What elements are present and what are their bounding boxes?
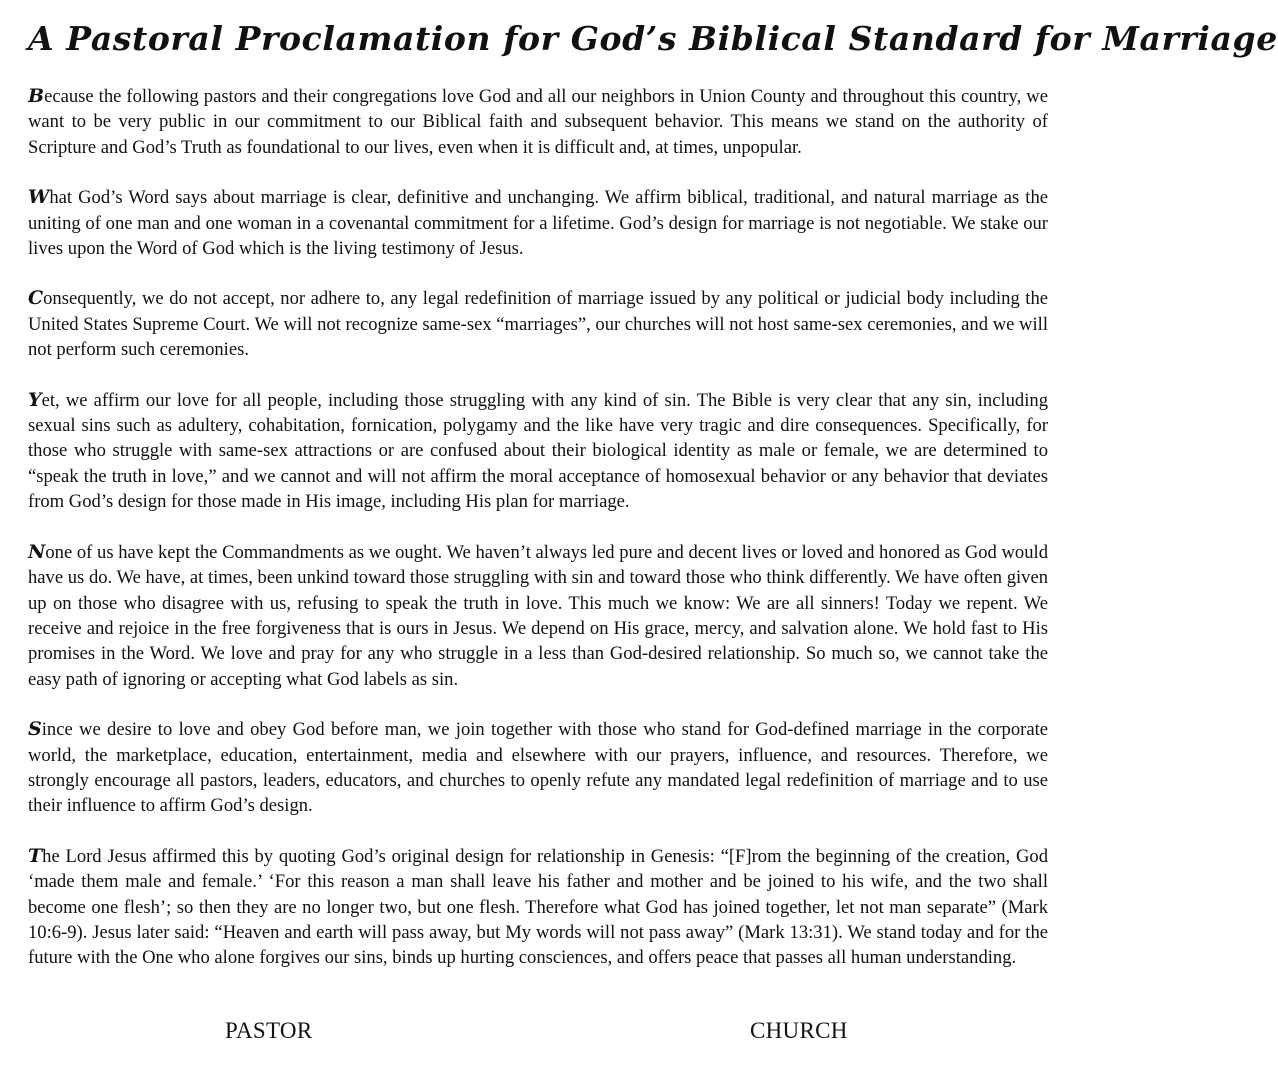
paragraph-text: ecause the following pastors and their congregations love God and all our neighbors in Union County and throughout this country, we want to be very public in our commitment to our Biblical faith and subsequent behavior. This means we stand on the authority of Scripture and God’s Truth as foundational to our lives, even when it is difficult and, at times, unpopular. [28,86,1048,158]
signature-row [28,1016,1048,1046]
initial-letter: T [28,844,43,867]
paragraph-join-together [28,717,1048,819]
paragraph-text: ince we desire to love and obey God before man, we join together with those who stand for God-defined marriage in the corporate world, the marketplace, education, entertainment, media and elsewhere with our prayers, influence, and resources. Therefore, we strongly encourage all pastors, leaders, educators, and churches to openly refute any mandated legal redefinition of marriage and to use their influence to affirm God’s design. [28,719,1048,817]
paragraph-consequently [28,286,1048,362]
initial-letter: S [28,718,42,741]
paragraph-repentance [28,540,1048,692]
paragraph-text: onsequently, we do not accept, nor adhere to, any legal redefinition of marriage issued by any political or judicial body including the United States Supreme Court. We will not recognize same-sex “marriages”, our churches will not host same-sex ceremonies, and we will not perform such ceremonies. [28,288,1048,361]
church-label: CHURCH [750,1018,848,1043]
proclamation-page [28,0,1278,1073]
initial-letter: Y [28,388,42,411]
paragraph-text: hat God’s Word says about marriage is clear, definitive and unchanging. We affirm biblical, traditional, and natural marriage as the uniting of one man and one woman in a covenantal commitment for a lifetime. God’s design for marriage is not negotiable. We stake our lives upon the Word of God which is the living testimony of Jesus. [28,187,1048,260]
paragraph-lord-jesus [28,844,1048,971]
paragraph-text: he Lord Jesus affirmed this by quoting God’s original design for relationship in Genesis: “[F]rom the beginning of the creation, God ‘made them male and female.’ ‘For this reason a man shall leave his father and mother and be joined to his wife, and the two shall become one flesh’; so then they are no longer two, but one flesh. Therefore what God has joined together, let not man separate” (Mark 10:6-9). Jesus later said: “Heaven and earth will pass away, but My words will not pass away” (Mark 13:31). We stand today and for the future with the One who alone forgives our sins, binds up hurting consciences, and offers peace that passes all human understanding. [28,845,1048,969]
paragraph-love-neighbors [28,84,1048,160]
initial-letter: W [28,186,50,209]
paragraph-gods-word [28,185,1048,261]
paragraph-text: one of us have kept the Commandments as we ought. We haven’t always led pure and decent lives or loved and honored as God would have us do. We have, at times, been unkind toward those struggling with sin and toward those who think differently. We have often given up on those who disagree with us, refusing to speak the truth in love. This much we know: We are all sinners! Today we repent. We receive and rejoice in the free forgiveness that is ours in Jesus. We depend on His grace, mercy, and salvation alone. We hold fast to His promises in the Word. We love and pray for any who struggle in a less than God-desired relationship. So much so, we cannot take the easy path of ignoring or accepting what God labels as sin. [28,541,1048,690]
page-title: A Pastoral Proclamation for God’s Biblical Standard for Marriage [28,19,1278,58]
pastor-label: PASTOR [225,1018,313,1043]
paragraph-text: et, we affirm our love for all people, including those struggling with any kind of sin. The Bible is very clear that any sin, including sexual sins such as adultery, cohabitation, fornication, polygamy and the like have very tragic and dire consequences. Specifically, for those who struggle with same-sex attractions or are confused about their biological identity as male or female, we are determined to “speak the truth in love,” and we cannot and will not affirm the moral acceptance of homosexual behavior or any behavior that deviates from God’s design for those made in His image, including His plan for marriage. [28,389,1048,513]
initial-letter: C [28,287,44,310]
initial-letter: B [28,85,45,107]
initial-letter: N [28,540,46,563]
paragraph-love-all-people [28,388,1048,515]
